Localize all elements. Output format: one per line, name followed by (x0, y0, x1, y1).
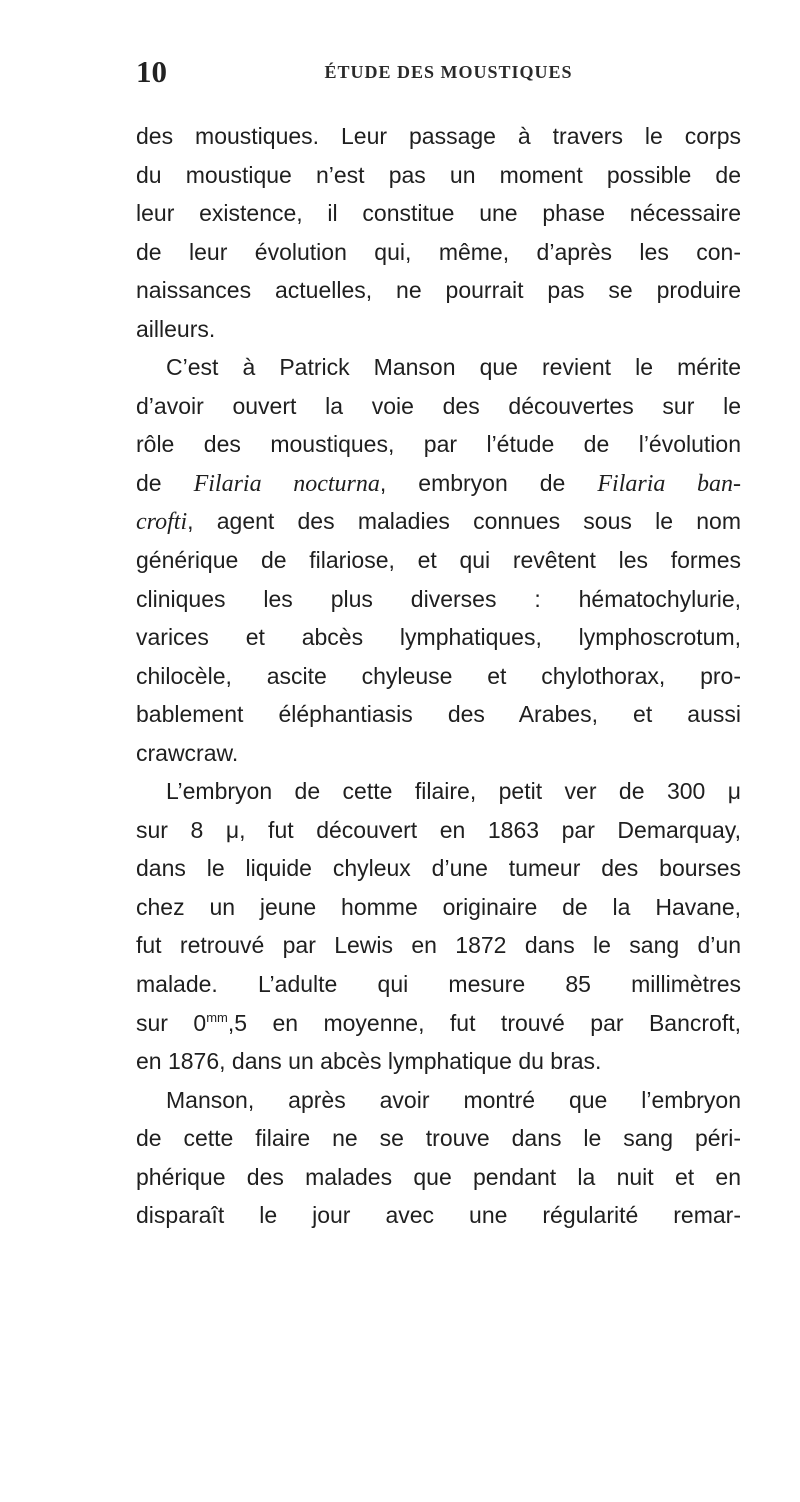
text-line: des moustiques. Leur passage à travers le corps (136, 123, 741, 149)
body-text (136, 117, 741, 1235)
paragraph-start-line: C’est à Patrick Manson que revient le mérite (166, 354, 741, 381)
text-fragment: sur 0 (136, 1009, 207, 1036)
italic-species-name: Filaria nocturna (193, 470, 380, 497)
text-line: naissances actuelles, ne pourrait pas se produire (136, 277, 741, 304)
paragraph-end-line: ailleurs. (136, 315, 216, 342)
italic-species-name: Filaria ban- (597, 470, 741, 497)
superscript-unit: mm (206, 1009, 228, 1025)
paragraph-start-line: Manson, après avoir montré que l’embryon (166, 1086, 741, 1113)
text-fragment: , embryon de (379, 469, 598, 496)
text-fragment: , agent des maladies connues sous le nom (187, 508, 741, 535)
text-line: chilocèle, ascite chyleuse et chylothorax, pro- (136, 662, 741, 689)
page-number: 10 (136, 54, 167, 89)
text-line: d’avoir ouvert la voie des découvertes sur le (136, 392, 741, 419)
text-line: disparaît le jour avec une régularité remar- (136, 1202, 741, 1229)
text-line: de leur évolution qui, même, d’après les con- (136, 238, 741, 265)
paragraph-end-line: crawcraw. (136, 739, 239, 766)
text-line-with-italics (136, 464, 741, 503)
running-title: ÉTUDE DES MOUSTIQUES (324, 62, 573, 82)
text-line-with-italics (136, 502, 741, 541)
text-line: fut retrouvé par Lewis en 1872 dans le sang d’un (136, 932, 741, 959)
text-line-with-superscript (136, 1004, 741, 1043)
text-line: malade. L’adulte qui mesure 85 millimètres (136, 971, 741, 998)
text-line: phérique des malades que pendant la nuit et en (136, 1163, 741, 1190)
text-line: de cette filaire ne se trouve dans le sang péri- (136, 1125, 741, 1152)
text-line: leur existence, il constitue une phase nécessaire (136, 200, 741, 227)
text-fragment: ,5 en moyenne, fut trouvé par Bancroft, (227, 1009, 741, 1036)
text-line: du moustique n’est pas un moment possible de (136, 161, 741, 188)
italic-species-name: crofti (136, 509, 188, 536)
paragraph-start-line: L’embryon de cette filaire, petit ver de 300 μ (166, 778, 741, 805)
text-fragment: de (136, 469, 194, 496)
text-line: rôle des moustiques, par l’étude de l’évolution (136, 431, 741, 458)
text-line: sur 8 μ, fut découvert en 1863 par Demarquay, (136, 816, 741, 843)
text-line: chez un jeune homme originaire de la Havane, (136, 893, 741, 920)
text-line: dans le liquide chyleux d’une tumeur des bourses (136, 855, 741, 882)
paragraph-end-line: en 1876, dans un abcès lymphatique du bras. (136, 1048, 602, 1075)
text-line: bablement éléphantiasis des Arabes, et aussi (136, 701, 741, 728)
text-line: cliniques les plus diverses : hématochylurie, (136, 585, 741, 612)
text-line: varices et abcès lymphatiques, lymphoscrotum, (136, 624, 741, 651)
running-head (136, 54, 741, 90)
text-line: générique de filariose, et qui revêtent les formes (136, 547, 741, 574)
